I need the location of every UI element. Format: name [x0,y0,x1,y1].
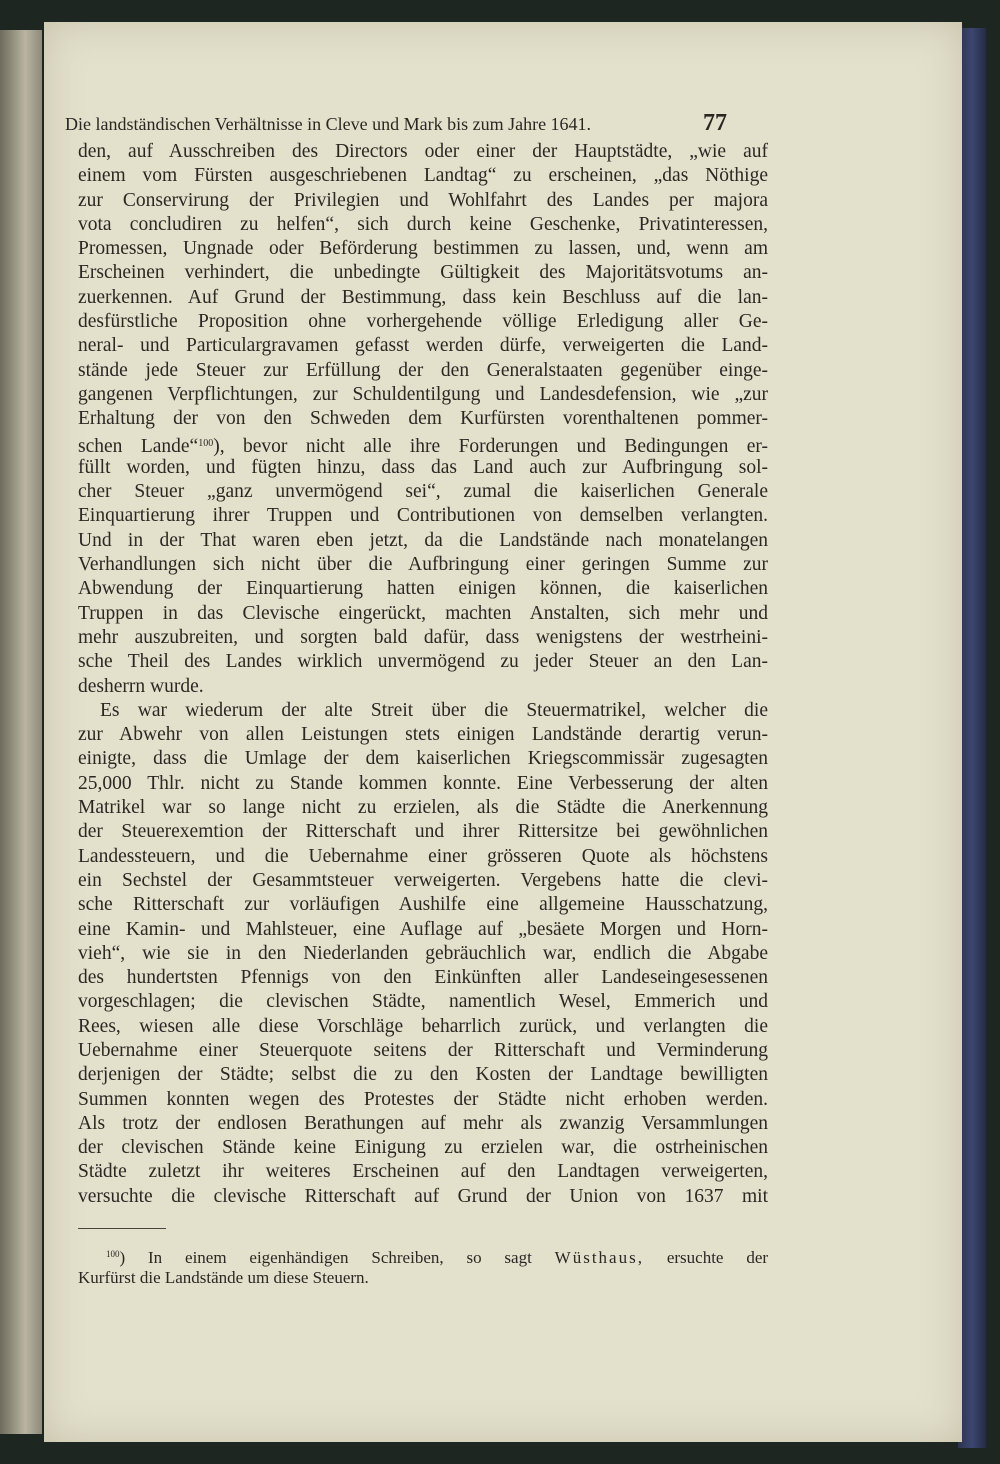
footnote [78,1242,768,1290]
text-line: einigte, dass die Umlage der dem kaiserlichen Kriegscommissär zugesagten [78,748,768,770]
text-line: Truppen in das Clevische eingerückt, machten Anstalten, sich mehr und [78,602,768,624]
text-line: derjenigen der Städte; selbst die zu den Kosten der Landtage bewilligten [78,1064,768,1086]
text-line: einem vom Fürsten ausgeschriebenen Landtag“ zu erscheinen, „das Nöthige [78,165,768,187]
text-line: gangenen Verpflichtungen, zur Schuldentilgung und Landesdefension, wie „zur [78,383,768,405]
text-line: cher Steuer „ganz unvermögend sei“, zumal die kaiserlichen Generale [78,481,768,503]
text-line: 25,000 Thlr. nicht zu Stande kommen konnte. Eine Verbesserung der alten [78,772,768,794]
text-line: zur Abwehr von allen Leistungen stets einigen Landstände derartig verun- [78,724,768,746]
text-line: Städte zuletzt ihr weiteres Erscheinen auf den Landtagen verweigerten, [78,1161,768,1183]
text-line: versuchte die clevische Ritterschaft auf Grund der Union von 1637 mit [78,1185,768,1207]
text-line: füllt worden, und fügten hinzu, dass das Land auch zur Aufbringung sol- [78,456,768,478]
page-number: 77 [703,110,727,136]
text-line: eine Kamin- und Mahlsteuer, eine Auflage auf „besäete Morgen und Horn- [78,918,768,940]
footnote-rule [78,1228,166,1229]
text-line: Es war wiederum der alte Streit über die Steuermatrikel, welcher die [100,699,768,721]
text-segment: ), bevor nicht alle ihre Forderungen und Bedingungen er- [213,435,768,457]
text-line: Und in der That waren eben jetzt, da die Landstände nach monatelangen [78,529,768,551]
text-line: neral- und Particulargravamen gefasst werden dürfe, verweigerten die Land- [78,335,768,357]
text-segment: schen Lande“ [78,435,199,457]
footnote-reference[interactable]: 100 [198,437,214,449]
text-line: der Steuerexemtion der Ritterschaft und ihrer Rittersitze bei gewöhnlichen [78,821,768,843]
footnote-text: ) In einem eigenhändigen Schreiben, so sagt [119,1248,532,1267]
running-title: Die landständischen Verhältnisse in Cleve und Mark bis zum Jahre 1641. [65,114,592,134]
text-line: Summen konnten wegen des Protestes der Städte nicht erhoben werden. [78,1088,768,1110]
text-line: der clevischen Stände keine Einigung zu erzielen war, die ostrheinischen [78,1137,768,1159]
footnote-mark: 100 [106,1249,120,1259]
text-line: Abwendung der Einquartierung hatten einigen können, die kaiserlichen [78,578,768,600]
text-line: Uebernahme einer Steuerquote seitens der Ritterschaft und Verminderung [78,1039,768,1061]
text-line: Als trotz der endlosen Berathungen auf mehr als zwanzig Versammlungen [78,1112,768,1134]
footnote-line: Kurfürst die Landstände um diese Steuern. [78,1268,369,1287]
text-line: Matrikel war so lange nicht zu erzielen, als die Städte die Anerkennung [78,797,768,819]
footnote-text: ersuchte der [666,1248,769,1267]
text-line: Erhaltung der von den Schweden dem Kurfürsten vorenthaltenen pommer- [78,408,768,430]
footnote-author: Wüsthaus, [554,1248,644,1267]
adjacent-page-edge [0,30,42,1434]
text-line: desherrn wurde. [78,675,204,697]
text-line: Verhandlungen sich nicht über die Aufbringung einer geringen Summe zur [78,554,768,576]
text-line: vieh“, wie sie in den Niederlanden gebräuchlich war, endlich die Abgabe [78,942,768,964]
footnote-line [78,1242,768,1266]
text-line: mehr auszubreiten, und sorgten bald dafür, dass wenigstens der westrheini- [78,626,768,648]
text-line: den, auf Ausschreiben des Directors oder einer der Hauptstädte, „wie auf [78,141,768,162]
text-line [78,432,768,456]
text-line: Promessen, Ungnade oder Beförderung bestimmen zu lassen, und, wenn am [78,238,768,260]
body-text [78,140,768,1209]
text-line: Einquartierung ihrer Truppen und Contributionen von demselben verlangten. [78,505,768,527]
text-line: Landessteuern, und die Uebernahme einer grösseren Quote als höchstens [78,845,768,867]
text-line: sche Ritterschaft zur vorläufigen Aushilfe eine allgemeine Hausschatzung, [78,894,768,916]
text-line: vorgeschlagen; die clevischen Städte, namentlich Wesel, Emmerich und [78,991,768,1013]
running-header [65,110,730,136]
text-line: Erscheinen verhindert, die unbedingte Gültigkeit des Majoritätsvotums an- [78,262,768,284]
text-line: stände jede Steuer zur Erfüllung der den Generalstaaten gegenüber einge- [78,359,768,381]
text-line: ein Sechstel der Gesammtsteuer verweigerten. Vergebens hatte die clevi- [78,869,768,891]
text-line: zur Conservirung der Privilegien und Wohlfahrt des Landes per majora [78,189,768,211]
text-line: sche Theil des Landes wirklich unvermögend zu jeder Steuer an den Lan- [78,651,768,673]
text-line: zuerkennen. Auf Grund der Bestimmung, dass kein Beschluss auf die lan- [78,286,768,308]
text-line: Rees, wiesen alle diese Vorschläge beharrlich zurück, und verlangten die [78,1015,768,1037]
text-line: vota concludiren zu helfen“, sich durch keine Geschenke, Privatinteressen, [78,213,768,235]
text-line: desfürstliche Proposition ohne vorhergehende völlige Erledigung aller Ge- [78,311,768,333]
text-line: des hundertsten Pfennigs von den Einkünften aller Landeseingesessenen [78,967,768,989]
book-cover-edge [958,28,986,1448]
